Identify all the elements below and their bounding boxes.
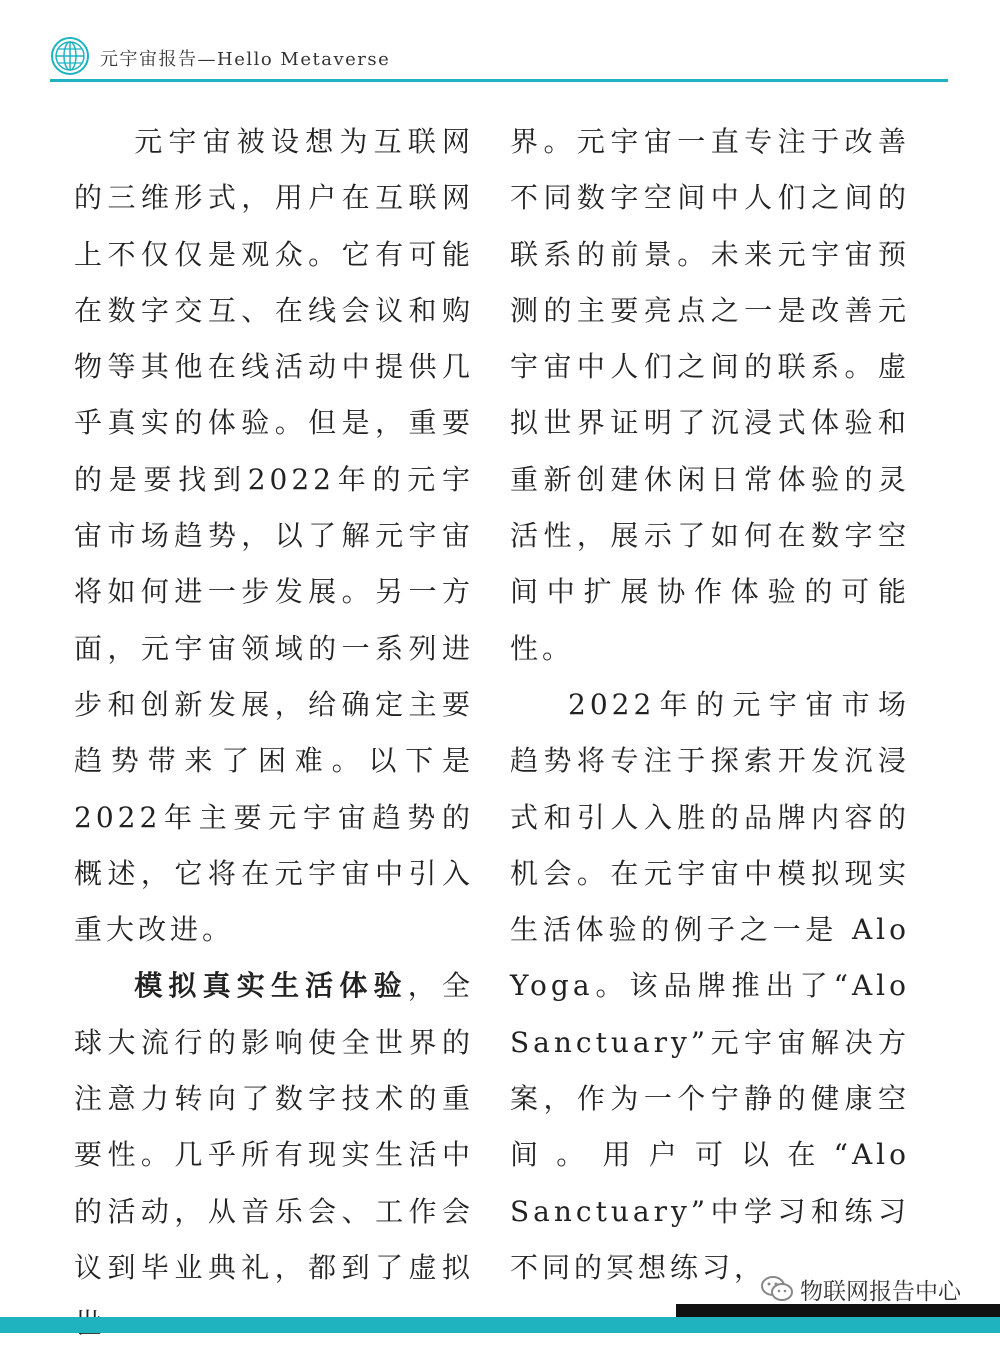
paragraph-text: 2022年的元宇宙市场趋势将专注于探索开发沉浸式和引人入胜的品牌内容的机会。在元宇宙中模拟现实生活体验的例子之一是 Alo Yoga。该品牌推出了“Alo Sanctuary”元宇宙解决方案，作为一个宁静的健康空间。用户可以在“Alo Sanctuary”中学习和练习不同的冥想练习，	[510, 687, 910, 1284]
watermark-text: 物联网报告中心	[800, 1278, 961, 1305]
footer-dark-bar	[676, 1304, 1000, 1317]
paragraph	[510, 677, 910, 1296]
paragraph-text: 界。元宇宙一直专注于改善不同数字空间中人们之间的联系的前景。未来元宇宙预测的主要亮点之一是改善元宇宙中人们之间的联系。虚拟世界证明了沉浸式体验和重新创建休闲日常体验的灵活性，展示了如何在数字空间中扩展协作体验的可能性。	[510, 125, 910, 665]
paragraph	[74, 114, 474, 958]
header-rule	[50, 79, 948, 82]
globe-icon	[50, 36, 90, 76]
paragraph-bold-heading: 模拟真实生活体验	[132, 969, 408, 1003]
page-header	[50, 36, 950, 76]
paragraph	[74, 958, 474, 1352]
right-column	[510, 114, 910, 1296]
left-column	[74, 114, 474, 1353]
wechat-icon	[760, 1275, 794, 1303]
paragraph	[510, 114, 910, 677]
footer-accent-bar	[0, 1317, 1000, 1333]
paragraph-text: 元宇宙被设想为互联网的三维形式，用户在互联网上不仅仅是观众。它有可能在数字交互、在线会议和购物等其他在线活动中提供几乎真实的体验。但是，重要的是要找到2022年的元宇宙市场趋势，以了解元宇宙将如何进一步发展。另一方面，元宇宙领域的一系列进步和创新发展，给确定主要趋势带来了困难。以下是2022年主要元宇宙趋势的概述，它将在元宇宙中引入重大改进。	[74, 125, 474, 947]
paragraph-text: ，全球大流行的影响使全世界的注意力转向了数字技术的重要性。几乎所有现实生活中的活动，从音乐会、工作会议到毕业典礼，都到了虚拟	[74, 969, 474, 1284]
watermark	[760, 1272, 961, 1306]
header-title: 元宇宙报告—Hello Metaverse	[100, 49, 391, 70]
